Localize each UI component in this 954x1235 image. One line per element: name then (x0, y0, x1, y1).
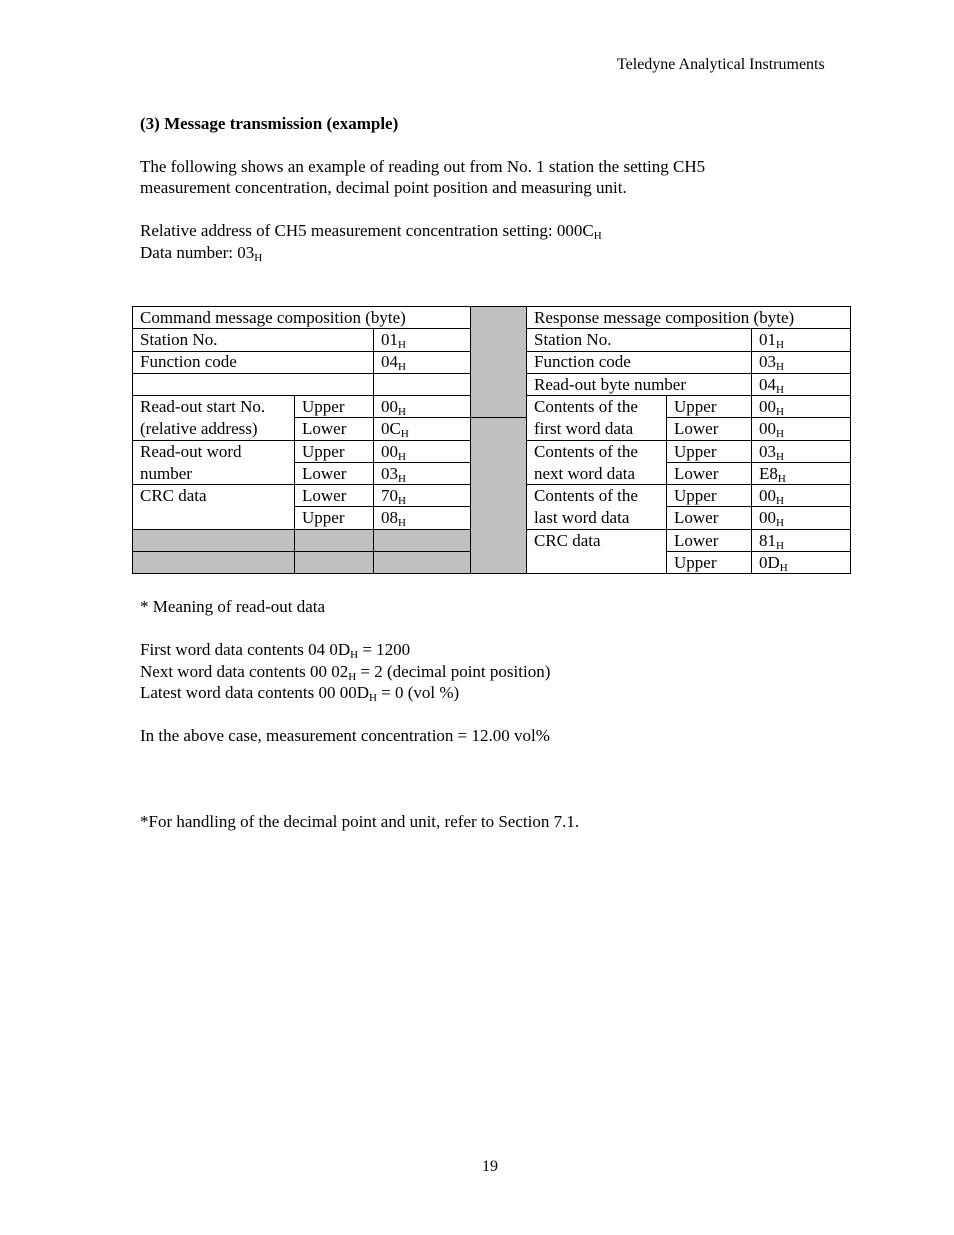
response-table-title: Response message composition (byte) (534, 308, 795, 327)
gap-column-shade (470, 306, 526, 573)
cmd-readout-start-label-2: (relative address) (140, 419, 258, 438)
resp-crc-upper: Upper (674, 553, 717, 572)
conclusion: In the above case, measurement concentration = 12.00 vol% (140, 726, 550, 745)
meaning-first: First word data contents 04 $0D_H = 1200$ (140, 640, 411, 661)
running-header: Teledyne Analytical Instruments (617, 56, 825, 73)
resp-crc-upper-value: $0D_H$ (759, 553, 788, 574)
cmd-readout-start-upper-value: $00_H$ (381, 397, 406, 418)
cmd-readout-word-upper-value: $00_H$ (381, 442, 406, 463)
meaning-latest: Latest word data contents 00 $00D_H = 0$ (vol %) (140, 683, 460, 704)
command-table-title: Command message composition (byte) (140, 308, 406, 327)
resp-last-upper-value: $00_H$ (759, 486, 784, 507)
cmd-function-value: $04_H$ (381, 352, 406, 373)
cmd-station-label: Station No. (140, 330, 218, 349)
cmd-readout-start-upper: Upper (302, 397, 345, 416)
resp-function-value: $03_H$ (759, 352, 784, 373)
cmd-crc-lower: Lower (302, 486, 347, 505)
cmd-readout-word-label-2: number (140, 464, 192, 483)
intro-line-1: The following shows an example of reading out from No. 1 station the setting CH5 (140, 157, 706, 176)
cmd-readout-word-label: Read-out word (140, 442, 242, 461)
resp-first-label: Contents of the (534, 397, 638, 416)
resp-crc-lower: Lower (674, 531, 719, 550)
resp-last-label-2: last word data (534, 508, 630, 527)
data-number-line: Data number: $03_H$ (140, 243, 263, 264)
cmd-readout-start-label: Read-out start No. (140, 397, 266, 416)
resp-next-upper-value: $03_H$ (759, 442, 784, 463)
section-note: *For handling of the decimal point and unit, refer to Section 7.1. (140, 812, 580, 831)
resp-last-lower: Lower (674, 508, 719, 527)
resp-next-lower: Lower (674, 464, 719, 483)
resp-next-label-2: next word data (534, 464, 636, 483)
resp-first-lower: Lower (674, 419, 719, 438)
resp-crc-lower-value: $81_H$ (759, 531, 784, 552)
resp-crc-label: CRC data (534, 531, 601, 550)
empty-row-shade-1 (132, 529, 470, 551)
address-line: Relative address of CH5 measurement concentration setting: $000C_H$ (140, 221, 602, 242)
resp-function-label: Function code (534, 352, 631, 371)
cmd-crc-upper-value: $08_H$ (381, 508, 406, 529)
resp-last-upper: Upper (674, 486, 717, 505)
cmd-station-value: $01_H$ (381, 330, 406, 351)
resp-next-label: Contents of the (534, 442, 638, 461)
cmd-crc-upper: Upper (302, 508, 345, 527)
resp-last-label: Contents of the (534, 486, 638, 505)
meaning-title: * Meaning of read-out data (140, 597, 326, 616)
resp-first-lower-value: $00_H$ (759, 419, 784, 440)
cmd-readout-start-lower: Lower (302, 419, 347, 438)
resp-next-lower-value: $E8_H$ (759, 464, 786, 485)
resp-station-label: Station No. (534, 330, 612, 349)
resp-first-upper-value: $00_H$ (759, 397, 784, 418)
resp-byte-number-label: Read-out byte number (534, 375, 687, 394)
cmd-readout-start-lower-value: $0C_H$ (381, 419, 409, 440)
cmd-crc-label: CRC data (140, 486, 207, 505)
cmd-crc-lower-value: $70_H$ (381, 486, 406, 507)
resp-station-value: $01_H$ (759, 330, 784, 351)
resp-first-upper: Upper (674, 397, 717, 416)
resp-byte-number-value: $04_H$ (759, 375, 784, 396)
cmd-readout-word-upper: Upper (302, 442, 345, 461)
page-number: 19 (482, 1158, 498, 1175)
meaning-next: Next word data contents 00 $02_H = 2$ (decimal point position) (140, 662, 551, 683)
resp-last-lower-value: $00_H$ (759, 508, 784, 529)
intro-line-2: measurement concentration, decimal point position and measuring unit. (140, 178, 627, 197)
resp-first-label-2: first word data (534, 419, 634, 438)
cmd-function-label: Function code (140, 352, 237, 371)
cmd-readout-word-lower: Lower (302, 464, 347, 483)
section-title: (3) Message transmission (example) (140, 114, 399, 133)
cmd-readout-word-lower-value: $03_H$ (381, 464, 406, 485)
empty-row-shade-2 (132, 551, 470, 573)
resp-next-upper: Upper (674, 442, 717, 461)
